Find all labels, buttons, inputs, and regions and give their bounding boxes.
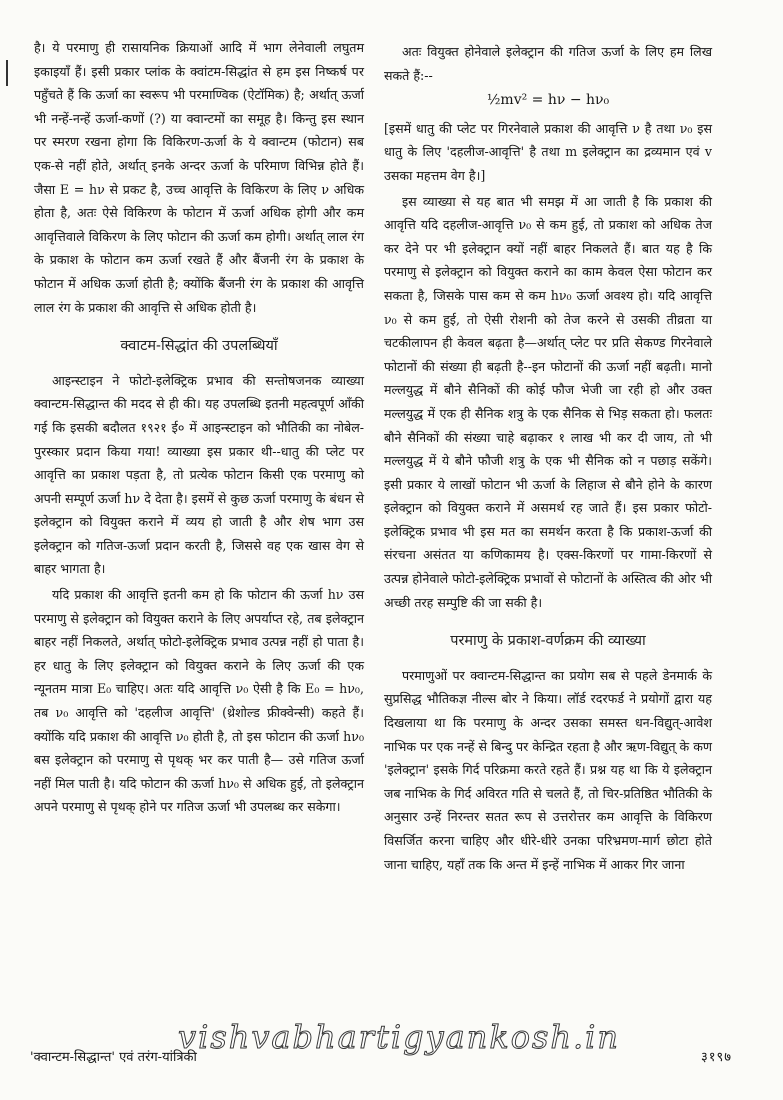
running-title: 'क्वान्टम-सिद्धान्त' एवं तरंग-यांत्रिकी xyxy=(30,1050,197,1065)
right-column xyxy=(384,40,712,876)
page-number: ३१९७ xyxy=(700,1050,732,1065)
right-paragraph-1: इस व्याख्या से यह बात भी समझ में आ जाती है कि प्रकाश की आवृत्ति यदि दहलीज-आवृत्ति ν₀ से कम हुई, तो प्रकाश को अधिक तेज कर देने पर भी इलेक्ट्रान क्यों नहीं बाहर निकलते हैं। बात यह है कि परमाणु से इलेक्ट्रान को वियुक्त कराने का काम केवल ऐसा फोटान कर सकता है, जिसके पास कम से कम hν₀ ऊर्जा अवश्य हो। यदि आवृत्ति ν₀ से कम हुई, तो ऐसी रोशनी को तेज करने से उसकी तीव्रता या चटकीलापन ही केवल बढ़ता है—अर्थात् प्लेट पर प्रति सेकण्ड गिरनेवाले फोटानों की संख्या ही बढ़ती है--इन फोटानों की ऊर्जा नहीं बढ़ती। मानो मल्लयुद्ध में बौने सैनिकों की कोई फौज भेजी जा रही हो और उक्त मल्लयुद्ध में एक ही सैनिक शत्रु के एक सैनिक से भिड़ सकता हो। फलतः बौने सैनिकों की संख्या चाहे बढ़ाकर १ लाख भी कर दी जाय, तो भी मल्लयुद्ध में ये बौने फौजी शत्रु के एक भी सैनिक को न पछाड़ सकेंगे। इसी प्रकार ये लाखों फोटान भी ऊर्जा के लिहाज से बौने होने के कारण इलेक्ट्रान को वियुक्त कराने में असमर्थ रह जाते हैं। इस प्रकार फोटो-इलेक्ट्रिक प्रभाव भी इस मत का समर्थन करता है कि प्रकाश-ऊर्जा की संरचना असंतत या कणिकामय है। एक्स-किरणों पर गामा-किरणों से उत्पन्न होनेवाले फोटो-इलेक्ट्रिक प्रभावों से फोटानों के अस्तित्व की ओर भी अच्छी तरह सम्पुष्टि की जा सकी है। xyxy=(384,193,712,610)
right-paragraph-2: परमाणुओं पर क्वान्टम-सिद्धान्त का प्रयोग सब से पहले डेनमार्क के सुप्रसिद्ध भौतिकज्ञ नील्स बोर ने किया। लॉर्ड रदरफर्ड ने प्रयोगों द्वारा यह दिखलाया था कि परमाणु के अन्दर उसका समस्त धन-विद्युत्-आवेश नाभिक पर एक नन्हें से बिन्दु पर केन्द्रित रहता है और ऋण-विद्युत् के कण 'इलेक्ट्रान' इसके गिर्द परिक्रमा करते रहते हैं। प्रश्न यह था कि ये इलेक्ट्रान जब नाभिक के गिर्द अविरत गति से चलते हैं, तो चिर-प्रतिष्ठित भौतिकी के अनुसार उन्हें निरन्तर सतत रूप से उत्तरोत्तर कम आवृत्ति के विकिरण विसर्जित करना चाहिए और धीरे-धीरे उनका परिभ्रमण-मार्ग छोटा होते जाना चाहिए, यहाँ तक कि अन्त में इन्हें नाभिक में आकर गिर जाना xyxy=(384,667,712,872)
left-paragraph-1: है। ये परमाणु ही रासायनिक क्रियाओं आदि में भाग लेनेवाली लघुतम इकाइयाँ हैं। इसी प्रकार प्लांक के क्वांटम-सिद्धांत से हम इस निष्कर्ष पर पहुँचते हैं कि ऊर्जा का स्वरूप भी परमाण्विक (ऐटॉमिक) है; अर्थात् ऊर्जा भी नन्हें-नन्हें ऊर्जा-कणों (?) या क्वान्टमों का समूह है। किन्तु इस स्थान पर स्मरण रखना होगा कि विकिरण-ऊर्जा के ये क्वान्टम (फोटान) सब एक-से नहीं होते, अर्थात् इनके अन्दर ऊर्जा के परिमाण विभिन्न होते हैं। जैसा E = hν से प्रकट है, उच्च आवृत्ति के विकिरण के लिए ν अधिक होता है, अतः ऐसे विकिरण के फोटान में ऊर्जा अधिक होगी और कम आवृत्तिवाले विकिरण के लिए फोटान की ऊर्जा कम होगी। अर्थात् लाल रंग के प्रकाश के फोटान कम ऊर्जा रखते हैं और बैंजनी रंग के प्रकाश के फोटान में अधिक ऊर्जा होती है; क्योंकि बैंजनी रंग के प्रकाश की आवृत्ति लाल रंग के प्रकाश की आवृत्ति से अधिक होती है। xyxy=(34,40,364,315)
section-heading-spectrum: परमाणु के प्रकाश-वर्णक्रम की व्याख्या xyxy=(450,633,646,650)
site-watermark: vishvabhartigyankosh.in xyxy=(178,1018,621,1056)
kinetic-energy-formula: ½mv² = hν − hν₀ xyxy=(486,92,610,109)
left-paragraph-3: यदि प्रकाश की आवृत्ति इतनी कम हो कि फोटान की ऊर्जा hν उस परमाणु से इलेक्ट्रान को वियुक्त कराने के लिए अपर्याप्त रहे, तब इलेक्ट्रान बाहर नहीं निकलते, अर्थात् फोटो-इलेक्ट्रिक प्रभाव उत्पन्न नहीं हो पाता है। हर धातु के लिए इलेक्ट्रान को वियुक्त कराने के लिए ऊर्जा की एक न्यूनतम मात्रा E₀ चाहिए। अतः यदि आवृत्ति ν₀ ऐसी है कि E₀ = hν₀, तब ν₀ आवृत्ति को 'दहलीज आवृत्ति' (थ्रेशोल्ड फ्रीक्वेन्सी) कहते हैं। क्योंकि यदि प्रकाश की आवृत्ति ν₀ होती है, तो इस फोटान की ऊर्जा hν₀ बस इलेक्ट्रान को परमाणु से पृथक् भर कर पाती है— उसे गतिज ऊर्जा नहीं मिल पाती है। यदि फोटान की ऊर्जा hν₀ से अधिक हुई, तो इलेक्ट्रान अपने परमाणु से पृथक् होने पर गतिज ऊर्जा भी उपलब्ध कर सकेगा। xyxy=(34,587,364,815)
left-column xyxy=(34,36,364,819)
section-heading-quantum-achievements: क्वाटम-सिद्धांत की उपलब्धियाँ xyxy=(120,338,278,355)
left-paragraph-2: आइन्स्टाइन ने फोटो-इलेक्ट्रिक प्रभाव की सन्तोषजनक व्याख्या क्वान्टम-सिद्धान्त की मदद से ही की। यह उपलब्धि इतनी महत्वपूर्ण आँकी गई कि इसकी बदौलत १९२१ ई० में आइन्स्टाइन को भौतिकी का नोबेल-पुरस्कार प्रदान किया गया! व्याख्या इस प्रकार थी--धातु की प्लेट पर आवृत्ति का प्रकाश पड़ता है, तो प्रत्येक फोटान किसी एक परमाणु को अपनी सम्पूर्ण ऊर्जा hν दे देता है। इसमें से कुछ ऊर्जा परमाणु के बंधन से इलेक्ट्रान को वियुक्त कराने में व्यय हो जाती है और शेष भाग उस इलेक्ट्रान को गतिज-ऊर्जा प्रदान करती है, जिससे वह एक खास वेग से बाहर भागता है। xyxy=(34,372,364,577)
margin-mark xyxy=(6,60,8,86)
bracket-note: [इसमें धातु की प्लेट पर गिरनेवाले प्रकाश की आवृत्ति ν है तथा ν₀ इस धातु के लिए 'दहलीज-आवृत्ति' है तथा m इलेक्ट्रान का द्रव्यमान एवं v उसका महत्तम वेग है।] xyxy=(384,120,712,183)
right-intro: अतः वियुक्त होनेवाले इलेक्ट्रान की गतिज ऊर्जा के लिए हम लिख सकते हैं:-- xyxy=(384,44,712,83)
